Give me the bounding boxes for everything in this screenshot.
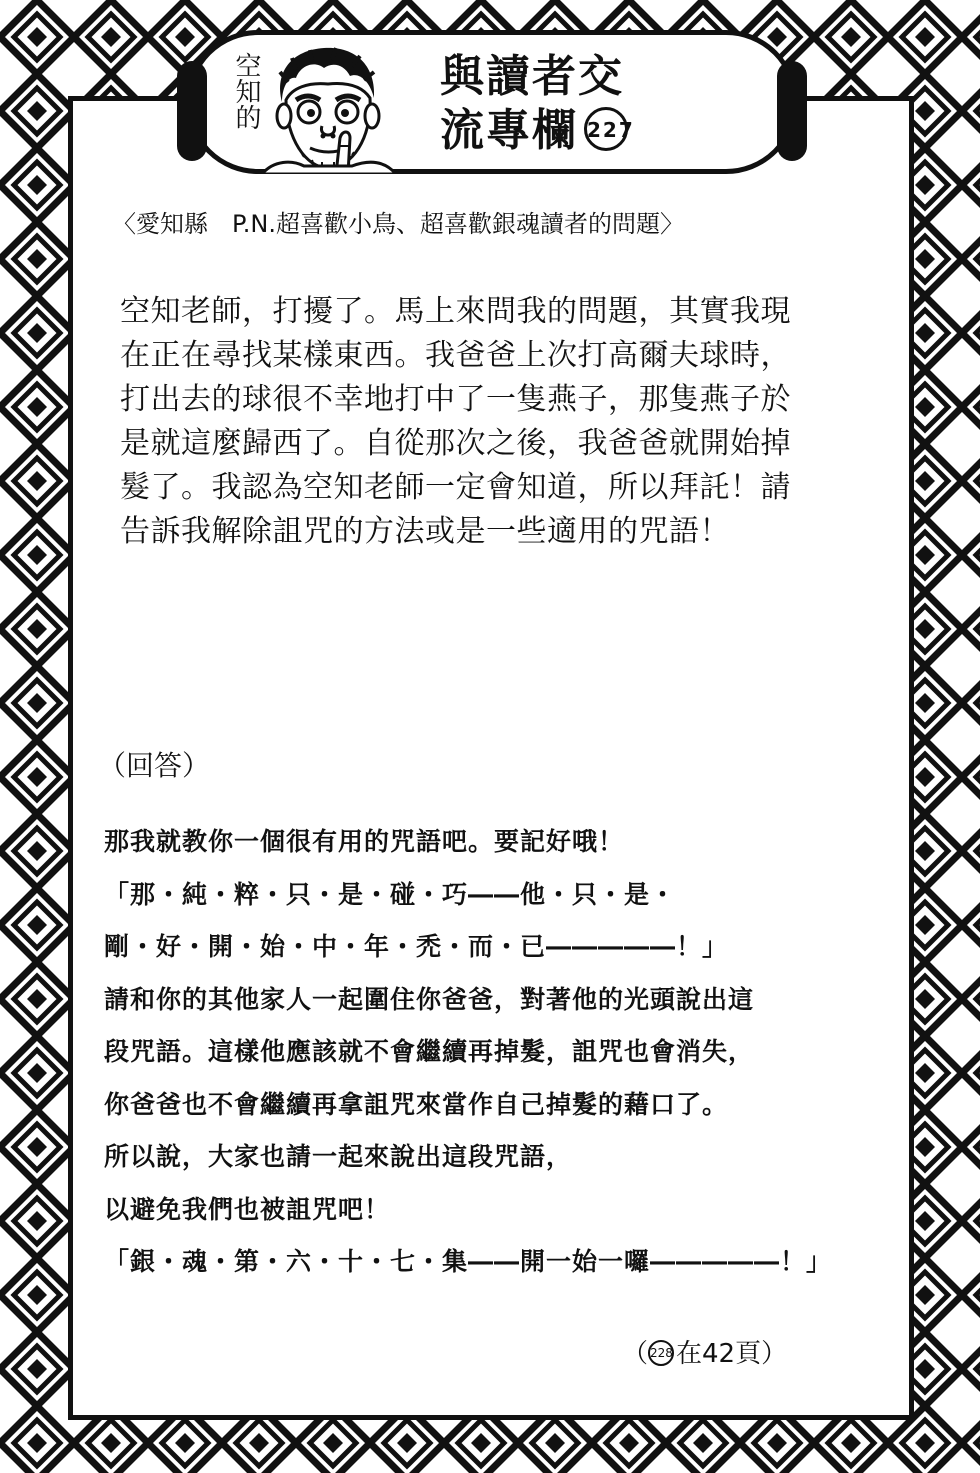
question-line: 打出去的球很不幸地打中了一隻燕子，那隻燕子於 (120, 382, 791, 417)
question-line: 髮了。我認為空知老師一定會知道，所以拜託！請 (120, 470, 791, 505)
answer-line: 那我就教你一個很有用的咒語吧。要記好哦！ (104, 827, 625, 856)
answer-line: 你爸爸也不會繼續再拿詛咒來當作自己掉髮的藉口了。 (104, 1089, 729, 1119)
question-line: 是就這麼歸西了。自從那次之後，我爸爸就開始掉 (120, 426, 791, 461)
column-prefix: 空知的 (231, 52, 261, 130)
column-title-line1: 與讀者交 (440, 51, 624, 102)
question-line: 空知老師，打擾了。馬上來問我的問題，其實我現 (120, 294, 791, 329)
author-gorilla-caricature-icon (252, 42, 402, 174)
continued-open-paren: （ (622, 1339, 649, 1369)
answer-line: 所以說，大家也請一起來說出這段咒語， (104, 1142, 573, 1171)
issue-number-badge: 227 (584, 107, 628, 151)
banner-left-tab (177, 61, 207, 161)
answer-line: 「那・純・粹・只・是・碰・巧――他・只・是・ (104, 879, 677, 909)
next-issue-badge: 228 (648, 1340, 674, 1366)
answer-line: 段咒語。這樣他應該就不會繼續再掉髮，詛咒也會消失， (104, 1037, 755, 1066)
column-title-line2-text: 流專欄 (440, 105, 578, 156)
letter-question (120, 290, 880, 554)
answer-body (104, 820, 894, 1293)
answer-line: 剛・好・開・始・中・年・禿・而・已―――――！」 (104, 932, 729, 961)
column-title-line2 (440, 105, 635, 156)
answer-line: 請和你的其他家人一起圍住你爸爸，對著他的光頭說出這 (104, 984, 755, 1014)
answer-line: 「銀・魂・第・六・十・七・集――開一始一囉―――――！」 (104, 1247, 833, 1276)
answer-line: 以避免我們也被詛咒吧！ (104, 1194, 391, 1224)
continued-page-text: 在42頁） (676, 1339, 788, 1369)
question-line: 在正在尋找某樣東西。我爸爸上次打高爾夫球時， (120, 338, 791, 373)
question-line: 告訴我解除詛咒的方法或是一些適用的咒語！ (120, 514, 730, 549)
letter-sender: 〈愛知縣 P.N.超喜歡小鳥、超喜歡銀魂讀者的問題〉 (112, 210, 684, 238)
continued-note (622, 1336, 787, 1372)
banner-right-tab (777, 61, 807, 161)
answer-label: （回答） (98, 749, 211, 782)
